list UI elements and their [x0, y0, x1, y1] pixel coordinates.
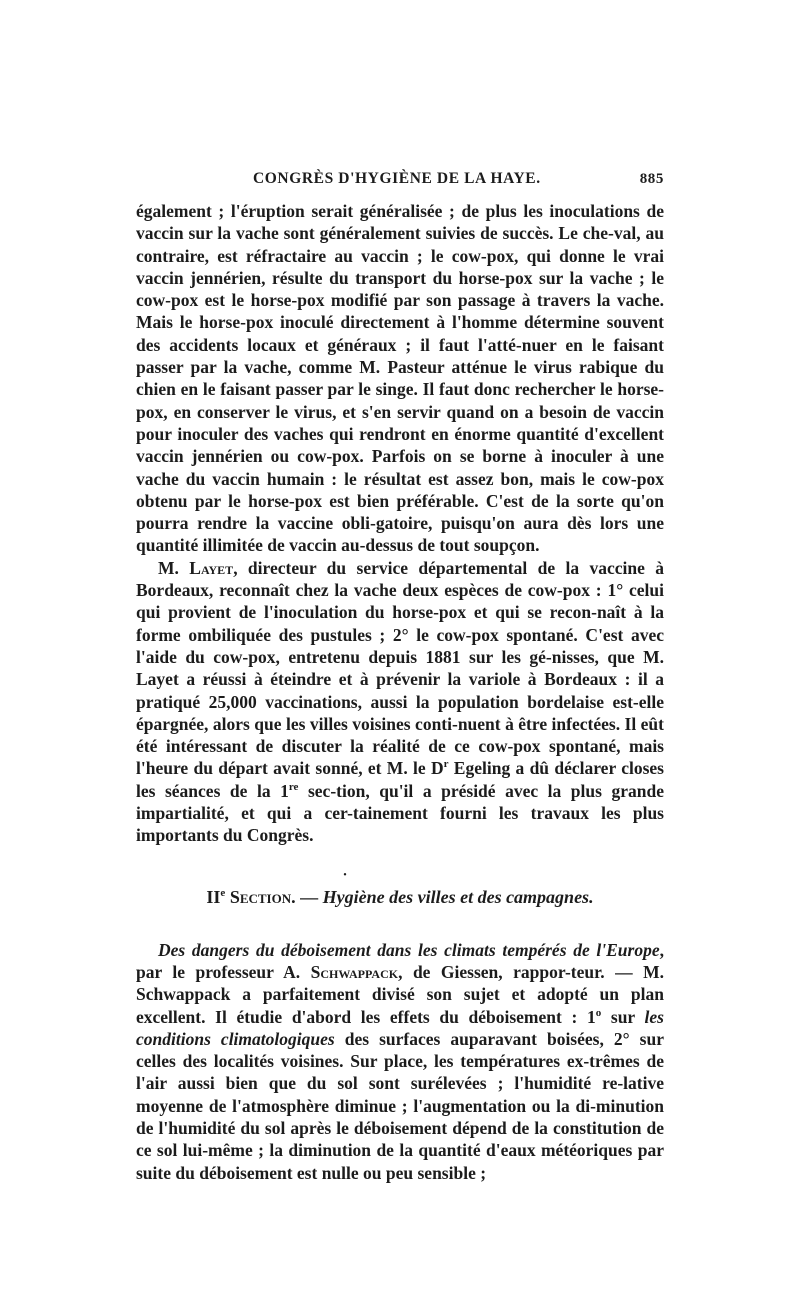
author-layet: Layet — [189, 557, 234, 578]
section-title: Hygiène des villes et des campagnes. — [322, 886, 594, 907]
section-label: Section — [229, 886, 292, 907]
paragraph-deboisement — [136, 939, 664, 1184]
p3-text-d: des surfaces auparavant boisées, 2° sur celles des localités voisines. Sur place, les températures ex-trêmes de l'air aussi bien que du sol sont surélevées ; l'humidité re-lative moyenne de l'atmosphère diminue ; l'augmentation ou la di-minution de l'humidité du sol après le déboisement dépend de la constitution de ce sol lui-même ; la diminution de la quantité d'eaux météoriques par suite du déboisement est nulle ou peu sensible ; — [136, 1028, 664, 1183]
p2-text-a: , directeur du service départemental de la vaccine à Bordeaux, reconnaît chez la vache deux espèces de cow-pox : 1° celui qui provient de l'inoculation du horse-pox et qui se recon-naît à la forme ombiliquée des pustules ; 2° le cow-pox spontané. C'est avec l'aide du cow-pox, entretenu depuis 1881 sur les gé-nisses, que M. Layet a réussi à éteindre et à prévenir la variole à Bordeaux : il a pratiqué 25,000 vaccinations, aussi la population bordelaise est-elle épargnée, alors que les villes voisines conti-nuent à être infectées. Il eût été intéressant de discuter la réalité de ce cow-pox spontané, mais l'heure du départ avait sonné, et M. le D — [136, 557, 664, 779]
section-numeral: II — [206, 886, 221, 907]
section-heading — [136, 885, 664, 909]
p3-italic-conditions: les conditions climatologiques — [136, 1006, 664, 1049]
page — [136, 170, 664, 1184]
p3-text-b: , de Giessen, rappor-teur. — M. Schwappack a parfaitement divisé son sujet et adopté un plan excellent. Il étudie d'abord les effets du déboisement : 1 — [136, 961, 664, 1027]
p3-text-a: , par le professeur A. — [136, 939, 664, 982]
section-dot: • — [343, 869, 347, 881]
p3-text-c: sur — [601, 1006, 645, 1027]
p2-text-b: Egeling a dû déclarer closes les séances de la 1 — [136, 758, 664, 801]
page-number: 885 — [639, 171, 664, 187]
running-title: CONGRÈS D'HYGIÈNE DE LA HAYE. — [252, 170, 541, 187]
author-schwappack: Schwappack — [310, 961, 399, 982]
paper-title: Des dangers du déboisement dans les climats tempérés de l'Europe — [158, 939, 660, 960]
section-numeral-sup: e — [220, 886, 226, 899]
running-header — [136, 170, 664, 188]
paragraph-layet — [136, 557, 664, 847]
section-dash: . — — [291, 886, 323, 907]
paragraph-vaccine-horse-pox: également ; l'éruption serait généralisée ; de plus les inoculations de vaccin sur la vache sont généralement suivies de succès. Le che-val, au contraire, est réfractaire au vaccin ; le cow-pox, qui donne le vrai vaccin jennérien, résulte du transport du horse-pox sur la vache ; le cow-pox est le horse-pox modifié par son passage à travers la vache. Mais le horse-pox inoculé directement à l'homme détermine souvent des accidents locaux et généraux ; il faut l'atté-nuer en le faisant passer par la vache, comme M. Pasteur atténue le virus rabique du chien en le faisant passer par le singe. Il faut donc rechercher le horse-pox, en conserver le virus, et s'en servir quand on a besoin de vaccin pour inoculer des vaches qui rendront en énorme quantité d'excellent vaccin jennérien ou cow-pox. Parfois on se borne à inoculer à une vache du vaccin humain : le résultat est assez bon, mais le cow-pox obtenu par le horse-pox est bien préférable. C'est de la sorte qu'on pourra rendre la vaccine obli-gatoire, puisqu'on aura dès lors une quantité illimitée de vaccin au-dessus de tout soupçon. — [136, 201, 664, 556]
p2-sup-dr: r — [443, 758, 449, 771]
p2-prefix: M. — [158, 557, 190, 578]
p3-sup: o — [595, 1006, 602, 1019]
p2-sup-re: re — [288, 780, 299, 793]
p2-text-c: sec-tion, qu'il a présidé avec la plus grande impartialité, et qui a cer-tainement fourni les travaux les plus importants du Congrès. — [136, 780, 664, 846]
